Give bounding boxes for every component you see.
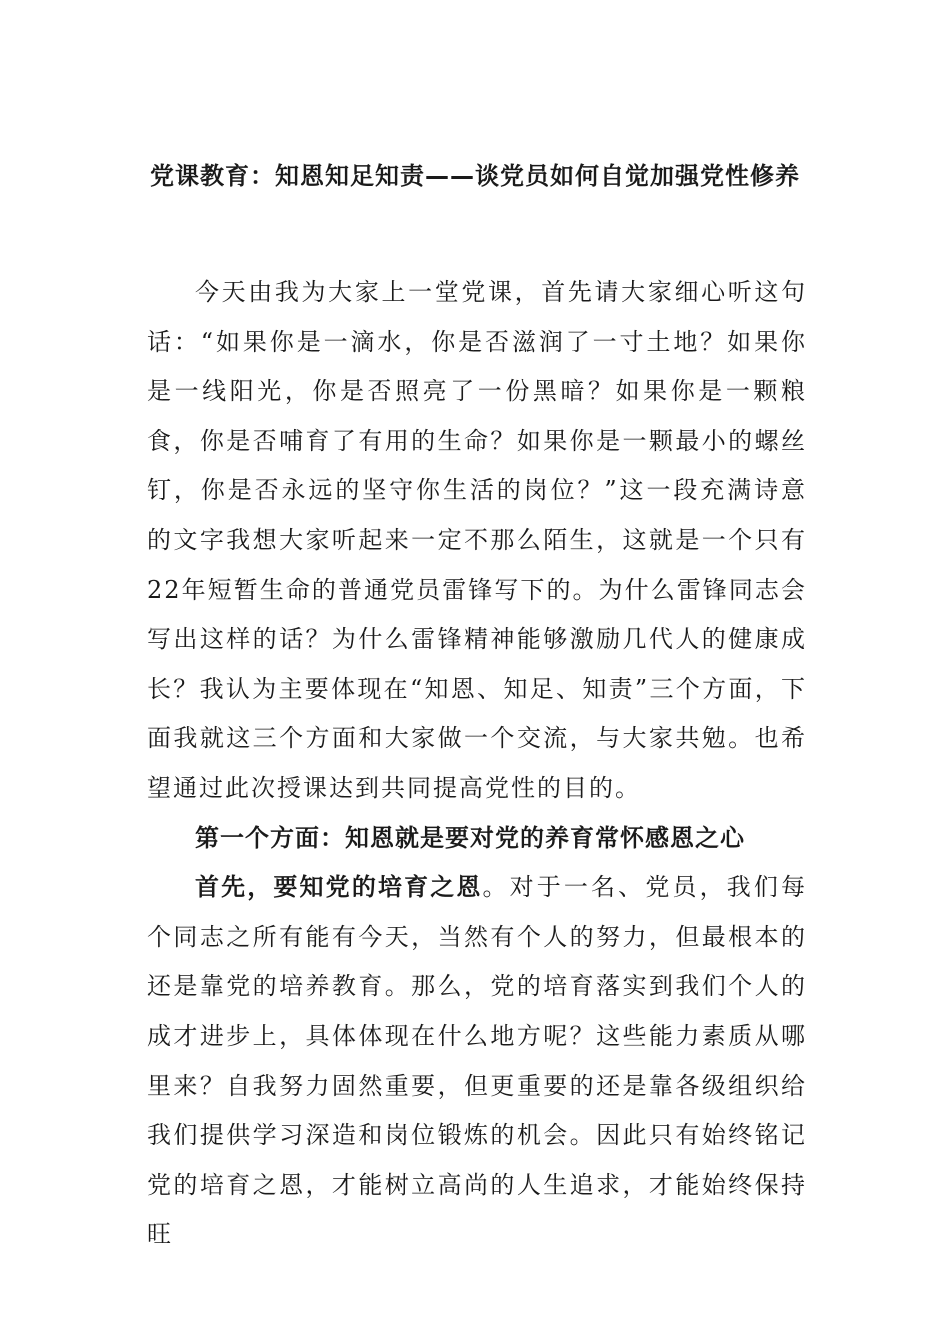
- document-title: 党课教育：知恩知足知责——谈党员如何自觉加强党性修养: [150, 162, 800, 190]
- section-paragraph-lead: 首先，要知党的培育之恩: [195, 873, 483, 902]
- section-heading: 第一个方面：知恩就是要对党的养育常怀感恩之心: [195, 823, 745, 852]
- section-paragraph: [147, 863, 807, 1260]
- section-paragraph-text: 。对于一名、党员，我们每个同志之所有能有今天，当然有个人的努力，但最根本的还是靠党的培养教育。那么，党的培育落实到我们个人的成才进步上，具体体现在什么地方呢？这些能力素质从哪里来？自我努力固然重要，但更重要的还是靠各级组织给我们提供学习深造和岗位锻炼的机会。因此只有始终铭记党的培育之恩，才能树立高尚的人生追求，才能始终保持旺: [147, 873, 807, 1249]
- document-body: [147, 268, 807, 1260]
- intro-paragraph: 今天由我为大家上一堂党课，首先请大家细心听这句话：“如果你是一滴水，你是否滋润了一寸土地？如果你是一线阳光，你是否照亮了一份黑暗？如果你是一颗粮食，你是否哺育了有用的生命？如果你是一颗最小的螺丝钉，你是否永远的坚守你生活的岗位？”这一段充满诗意的文字我想大家听起来一定不那么陌生，这就是一个只有22年短暂生命的普通党员雷锋写下的。为什么雷锋同志会写出这样的话？为什么雷锋精神能够激励几代人的健康成长？我认为主要体现在“知恩、知足、知责”三个方面，下面我就这三个方面和大家做一个交流，与大家共勉。也希望通过此次授课达到共同提高党性的目的。: [147, 278, 807, 802]
